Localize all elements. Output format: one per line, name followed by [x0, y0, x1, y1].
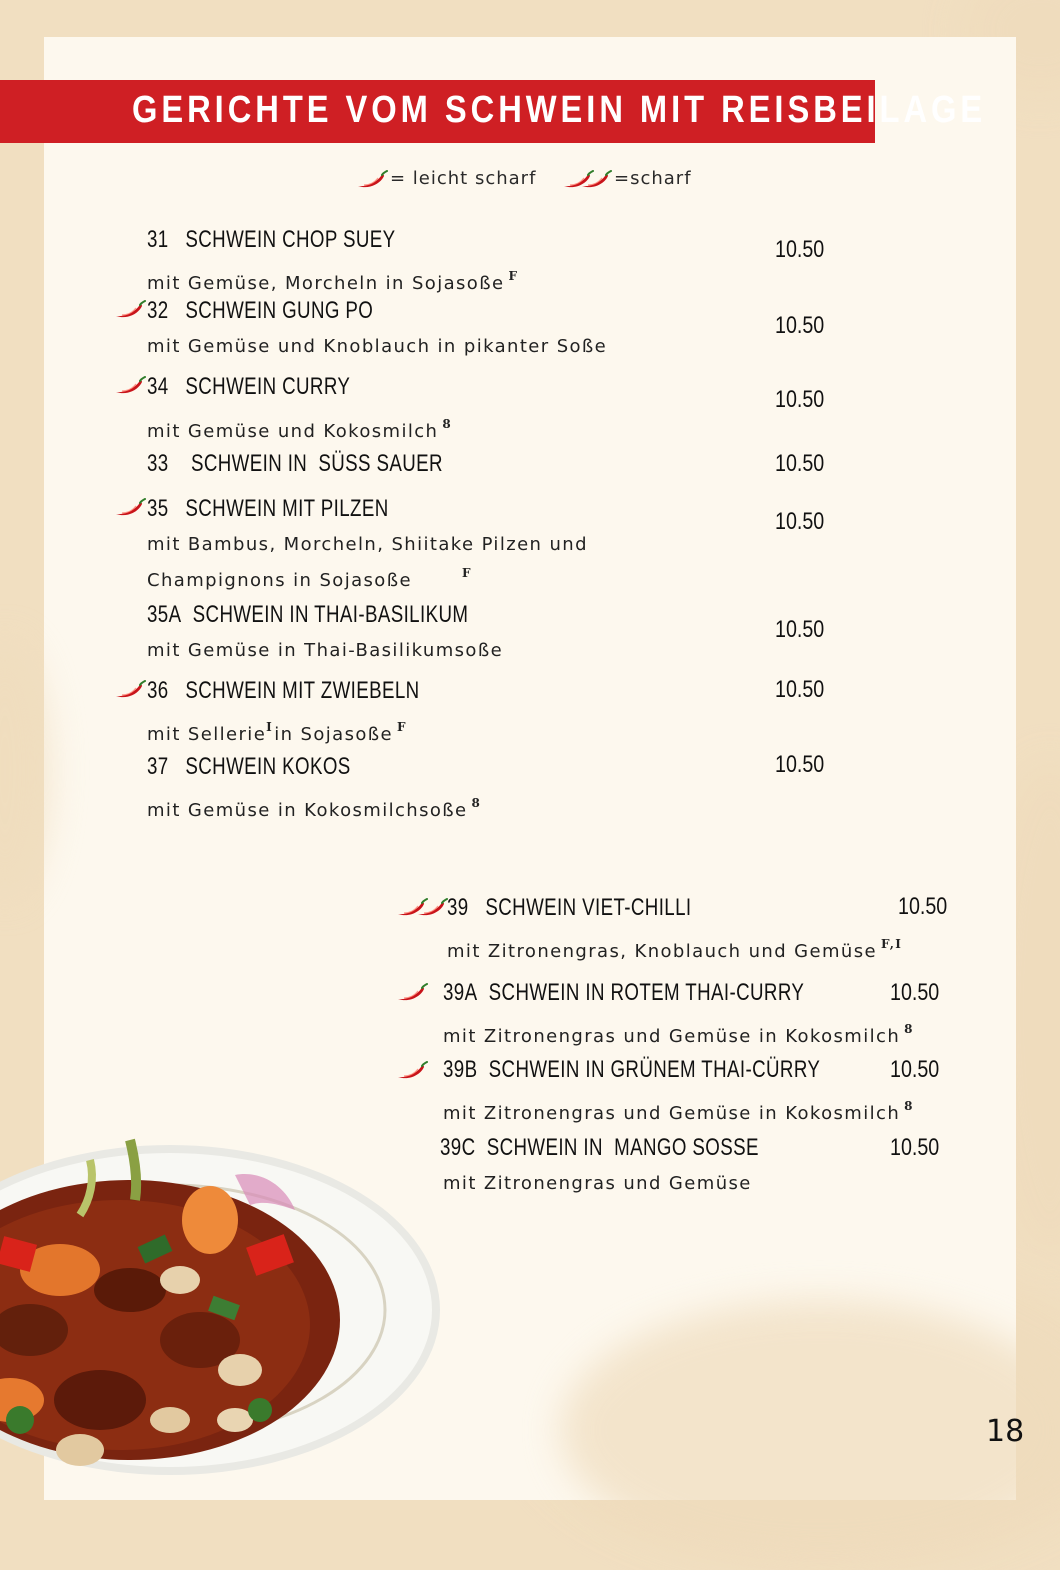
- menu-item-description: Champignons in Sojasoße $^F$: [147, 566, 472, 591]
- menu-item-description: mit Gemüse in Thai-Basilikumsoße: [147, 640, 504, 661]
- menu-item-name: [440, 1134, 759, 1162]
- menu-item-description: mit Bambus, Morcheln, Shiitake Pilzen und: [147, 534, 588, 555]
- chili-icon: [114, 376, 146, 396]
- menu-item-name: [147, 226, 396, 254]
- menu-item-price: 10.50: [775, 508, 825, 535]
- menu-item-description: mit Gemüse und Knoblauch in pikanter Soße: [147, 336, 608, 357]
- allergen-note: F: [397, 720, 407, 734]
- menu-item-name: [147, 601, 468, 629]
- menu-item-price: 10.50: [775, 312, 825, 339]
- item-number: 36: [147, 677, 169, 704]
- menu-item-description: mit Gemüse, Morcheln in Sojasoße $^F$: [147, 269, 519, 294]
- allergen-note: 8: [904, 1099, 914, 1113]
- menu-item-price: 10.50: [775, 236, 825, 263]
- allergen-note: I: [266, 720, 274, 734]
- item-number: 39A: [443, 979, 478, 1006]
- item-title: SCHWEIN IN ROTEM THAI-CURRY: [488, 979, 805, 1006]
- item-number: 35A: [147, 601, 182, 628]
- page-title: GERICHTE VOM SCHWEIN MIT REISBEILAGE: [132, 89, 987, 131]
- paint-wash: [560, 1300, 1060, 1560]
- item-title: SCHWEIN MIT ZWIEBELN: [185, 677, 420, 704]
- allergen-note: 8: [471, 796, 482, 810]
- menu-item-name: [147, 373, 350, 401]
- chili-icon: [396, 983, 428, 1003]
- item-number: 35: [147, 495, 169, 522]
- item-title: SCHWEIN MIT PILZEN: [185, 495, 389, 522]
- menu-item-price: 10.50: [775, 616, 825, 643]
- allergen-note: F: [508, 269, 519, 283]
- item-number: 37: [147, 753, 169, 780]
- item-title: SCHWEIN CHOP SUEY: [185, 226, 396, 253]
- menu-item-description: mit Gemüse und Kokosmilch $^8$: [147, 417, 453, 442]
- allergen-note: F,I: [881, 937, 903, 951]
- food-plate-image: [0, 1120, 440, 1480]
- allergen-note: 8: [904, 1022, 914, 1036]
- chili-icon: [396, 1061, 428, 1081]
- item-number: 31: [147, 226, 169, 253]
- chili-icon: [580, 170, 612, 190]
- menu-item-name: [443, 979, 804, 1007]
- item-title: SCHWEIN IN MANGO SOSSE: [486, 1134, 759, 1161]
- item-title: SCHWEIN IN GRÜNEM THAI-CÜRRY: [488, 1056, 821, 1083]
- menu-item-name: [443, 1056, 820, 1084]
- chili-icon: [114, 498, 146, 518]
- item-number: 39C: [440, 1134, 476, 1161]
- menu-item-price: 10.50: [775, 386, 825, 413]
- legend-hot-label: =scharf: [614, 168, 692, 189]
- menu-item-name: [147, 677, 420, 705]
- item-title: SCHWEIN CURRY: [185, 373, 351, 400]
- menu-item-name: [447, 894, 691, 922]
- menu-item-price: 10.50: [890, 1134, 940, 1161]
- menu-item-description: mit Gemüse in Kokosmilchsoße $^8$: [147, 796, 482, 821]
- chili-icon: [356, 170, 388, 190]
- menu-item-description: mit Sellerie$^I$in Sojasoße $^F$: [147, 720, 407, 745]
- item-number: 34: [147, 373, 169, 400]
- menu-item-price: 10.50: [775, 450, 825, 477]
- menu-item-description: mit Zitronengras und Gemüse in Kokosmilch $^8$: [443, 1099, 914, 1124]
- menu-item-price: 10.50: [890, 1056, 940, 1083]
- menu-item-price: 10.50: [775, 676, 825, 703]
- menu-item-name: [147, 753, 351, 781]
- item-title: SCHWEIN IN THAI-BASILIKUM: [192, 601, 469, 628]
- allergen-note: 8: [442, 417, 453, 431]
- item-title: SCHWEIN KOKOS: [185, 753, 351, 780]
- item-title: SCHWEIN GUNG PO: [185, 297, 374, 324]
- page-number: 18: [986, 1414, 1025, 1449]
- allergen-note: F: [461, 566, 472, 580]
- menu-item-name: [147, 450, 443, 478]
- item-number: 32: [147, 297, 169, 324]
- menu-item-description: mit Zitronengras und Gemüse: [443, 1173, 752, 1194]
- menu-item-name: [147, 297, 373, 325]
- menu-item-name: [147, 495, 389, 523]
- legend-mild-label: = leicht scharf: [390, 168, 537, 189]
- menu-item-price: 10.50: [890, 979, 940, 1006]
- paint-wash: [0, 640, 50, 900]
- item-number: 39: [447, 894, 469, 921]
- menu-item-description: mit Zitronengras und Gemüse in Kokosmilch $^8$: [443, 1022, 914, 1047]
- item-title: SCHWEIN IN SÜSS SAUER: [190, 450, 443, 477]
- menu-item-price: 10.50: [898, 893, 948, 920]
- menu-item-price: 10.50: [775, 751, 825, 778]
- chili-icon: [114, 680, 146, 700]
- item-number: 33: [147, 450, 169, 477]
- menu-item-description: mit Zitronengras, Knoblauch und Gemüse $^{F,I}$: [447, 937, 903, 962]
- chili-icon: [114, 300, 146, 320]
- chili-icon: [416, 898, 448, 918]
- item-number: 39B: [443, 1056, 478, 1083]
- item-title: SCHWEIN VIET-CHILLI: [485, 894, 692, 921]
